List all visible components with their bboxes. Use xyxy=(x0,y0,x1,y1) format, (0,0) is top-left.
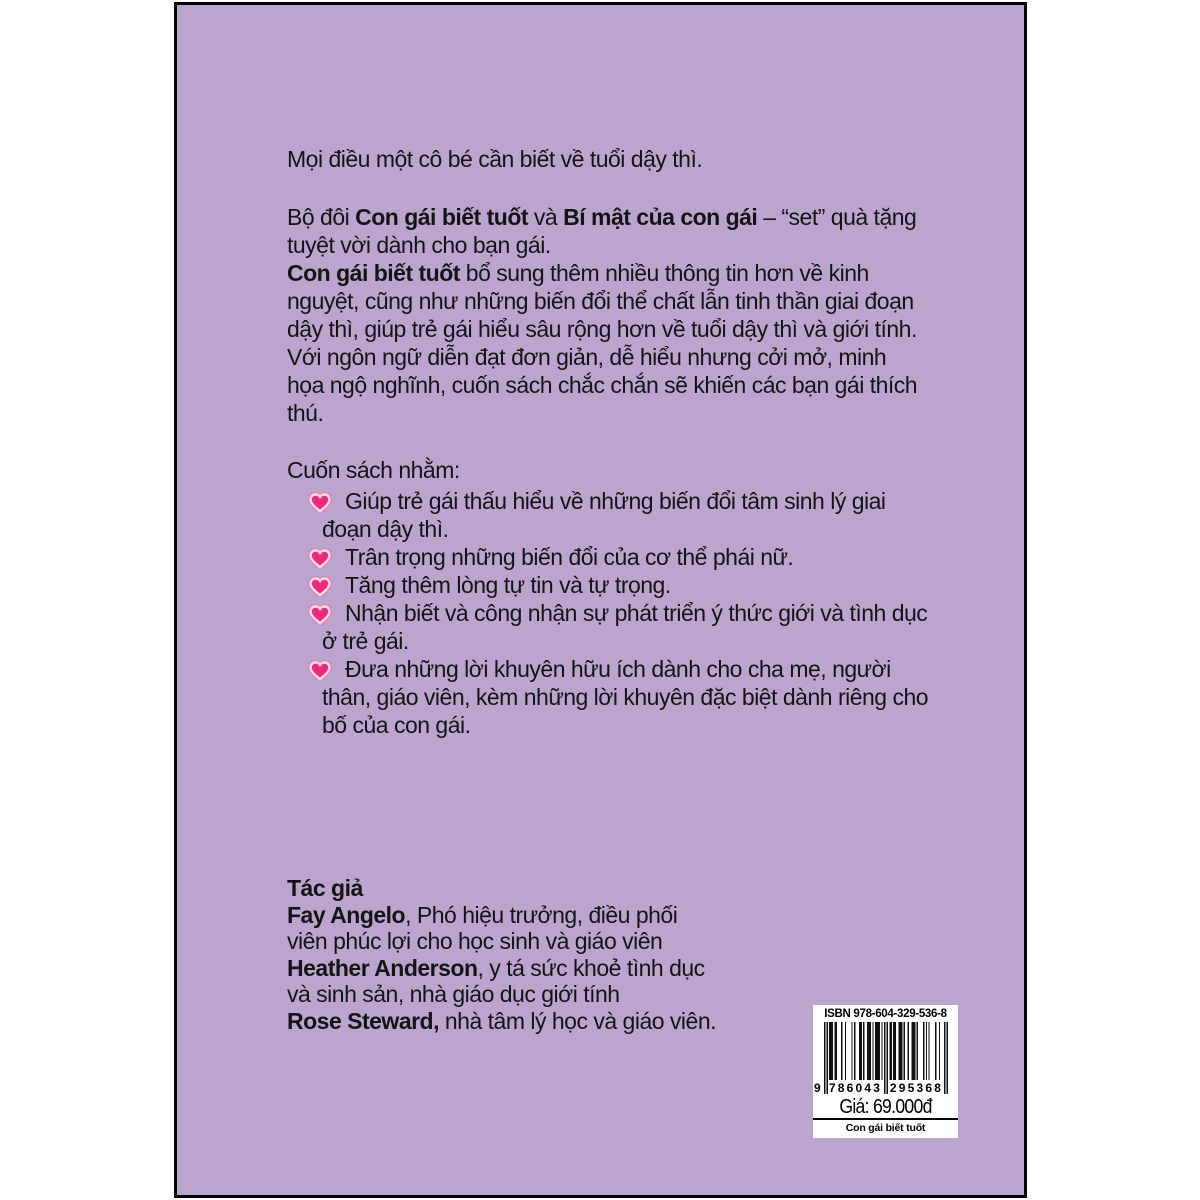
description-line: Con gái biết tuốt bổ sung thêm nhiều thông tin hơn về kinh xyxy=(287,260,869,286)
list-item-line: thân, giáo viên, kèm những lời khuyên đặc biệt dành riêng cho xyxy=(322,684,929,710)
authors-heading: Tác giả xyxy=(287,875,363,901)
author-line: Heather Anderson, y tá sức khoẻ tình dục xyxy=(287,955,705,981)
list-item-line: Trân trọng những biến đổi của cơ thể phái nữ. xyxy=(345,544,794,570)
barcode-digit-first: 9 xyxy=(814,1081,823,1095)
heart-icon xyxy=(308,603,332,625)
barcode-digit-group: 786043 xyxy=(828,1081,883,1095)
list-item-line: Nhận biết và công nhận sự phát triển ý thức giới và tình dục xyxy=(345,600,928,626)
author-line: và sinh sản, nhà giáo dục giới tính xyxy=(287,981,620,1007)
description-line: Với ngôn ngữ diễn đạt đơn giản, dễ hiểu nhưng cởi mở, minh xyxy=(287,344,887,370)
list-item-line: bố của con gái. xyxy=(322,712,471,738)
list-item-line: Giúp trẻ gái thấu hiểu về những biến đổi tâm sinh lý giai xyxy=(345,488,886,514)
description-line: họa ngộ nghĩnh, cuốn sách chắc chắn sẽ khiến các bạn gái thích xyxy=(287,372,918,398)
barcode-box xyxy=(813,1005,958,1138)
price-label: Giá: 69.000đ xyxy=(839,1096,932,1118)
list-item-line: Tăng thêm lòng tự tin và tự trọng. xyxy=(345,572,671,598)
heart-icon xyxy=(308,659,332,681)
list-item-line: Đưa những lời khuyên hữu ích dành cho cha mẹ, người xyxy=(345,656,891,682)
description-line: thú. xyxy=(287,400,324,426)
description-line: Bộ đôi Con gái biết tuốt và Bí mật của con gái – “set” quà tặng xyxy=(287,204,917,230)
author-line: Fay Angelo, Phó hiệu trưởng, điều phối xyxy=(287,902,678,928)
list-item-line: đoạn dậy thì. xyxy=(322,516,449,542)
divider xyxy=(813,1118,958,1120)
book-back-cover xyxy=(174,2,1027,1198)
author-line: Rose Steward, nhà tâm lý học và giáo viên. xyxy=(287,1008,716,1034)
heart-icon xyxy=(308,575,332,597)
description-line: nguyệt, cũng như những biến đổi thể chất lẫn tinh thần giai đoạn xyxy=(287,288,914,314)
book-title-caption: Con gái biết tuốt xyxy=(845,1122,926,1134)
heart-icon xyxy=(308,547,332,569)
isbn-label: ISBN 978-604-329-536-8 xyxy=(824,1008,947,1020)
barcode-digit-group: 295368 xyxy=(889,1081,944,1095)
author-line: viên phúc lợi cho học sinh và giáo viên xyxy=(287,928,663,954)
intro-text: Mọi điều một cô bé cần biết về tuổi dậy thì. xyxy=(287,146,703,172)
heart-icon xyxy=(308,491,332,513)
list-item-line: ở trẻ gái. xyxy=(322,628,409,654)
list-heading: Cuốn sách nhằm: xyxy=(287,457,460,483)
description-line: dậy thì, giúp trẻ gái hiểu sâu rộng hơn về tuổi dậy thì và giới tính. xyxy=(287,316,917,342)
description-line: tuyệt vời dành cho bạn gái. xyxy=(287,232,551,258)
